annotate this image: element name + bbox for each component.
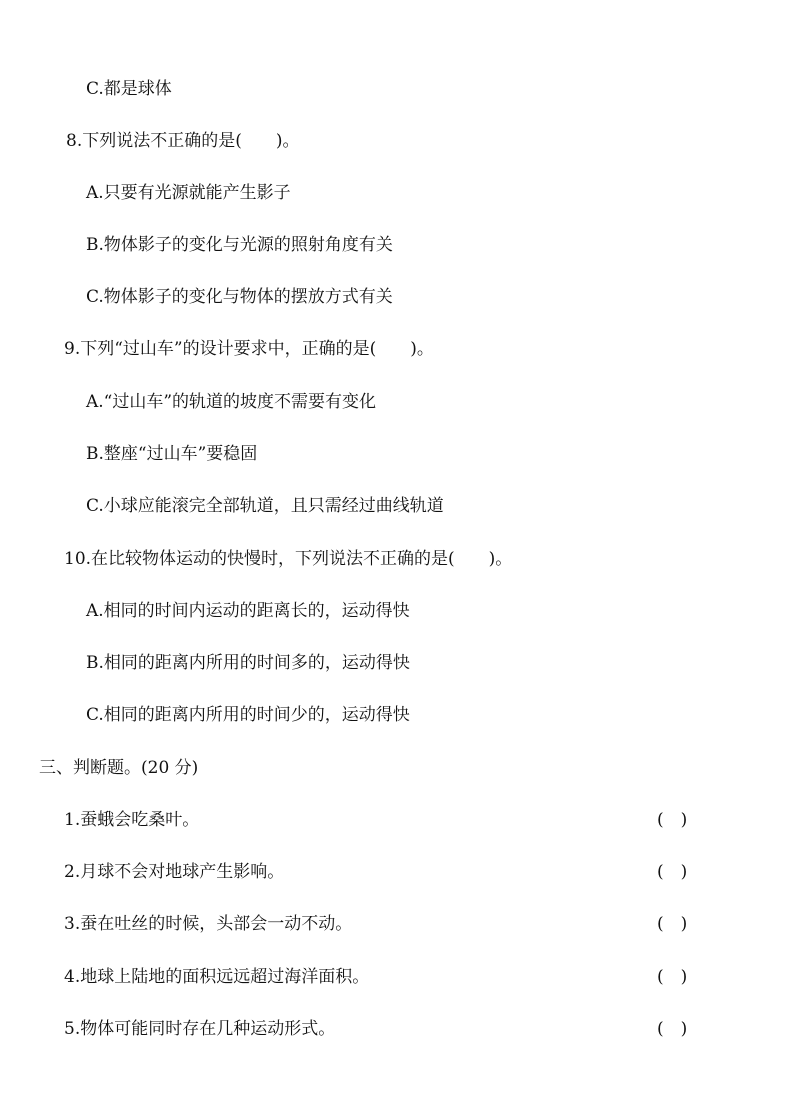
judge-answer-paren-4[interactable]: ( )	[657, 967, 688, 987]
judge-item-1: 1.蚕蛾会吃桑叶。	[64, 810, 200, 830]
q10-option-b: B.相同的距离内所用的时间多的，运动得快	[86, 653, 410, 673]
q7-option-c: C.都是球体	[86, 79, 172, 99]
q8-stem: 8.下列说法不正确的是( )。	[66, 131, 300, 151]
judge-answer-paren-2[interactable]: ( )	[657, 862, 688, 882]
q10-option-a: A.相同的时间内运动的距离长的，运动得快	[86, 601, 410, 621]
section3-heading: 三、判断题。(20 分)	[39, 758, 199, 778]
q10-option-c: C.相同的距离内所用的时间少的，运动得快	[86, 705, 410, 725]
judge-answer-paren-3[interactable]: ( )	[657, 914, 688, 934]
q9-option-b: B.整座“过山车”要稳固	[86, 444, 258, 464]
judge-item-5: 5.物体可能同时存在几种运动形式。	[64, 1019, 336, 1039]
q8-option-a: A.只要有光源就能产生影子	[86, 183, 291, 203]
judge-item-2: 2.月球不会对地球产生影响。	[64, 862, 285, 882]
q9-stem: 9.下列“过山车”的设计要求中，正确的是( )。	[64, 339, 434, 359]
judge-item-3: 3.蚕在吐丝的时候，头部会一动不动。	[64, 914, 353, 934]
judge-answer-paren-5[interactable]: ( )	[657, 1019, 688, 1039]
judge-item-4: 4.地球上陆地的面积远远超过海洋面积。	[64, 967, 370, 987]
q9-option-a: A.“过山车”的轨道的坡度不需要有变化	[86, 392, 377, 412]
q8-option-b: B.物体影子的变化与光源的照射角度有关	[86, 235, 393, 255]
q8-option-c: C.物体影子的变化与物体的摆放方式有关	[86, 287, 393, 307]
q9-option-c: C.小球应能滚完全部轨道，且只需经过曲线轨道	[86, 496, 444, 516]
judge-answer-paren-1[interactable]: ( )	[657, 810, 688, 830]
q10-stem: 10.在比较物体运动的快慢时，下列说法不正确的是( )。	[64, 549, 513, 569]
